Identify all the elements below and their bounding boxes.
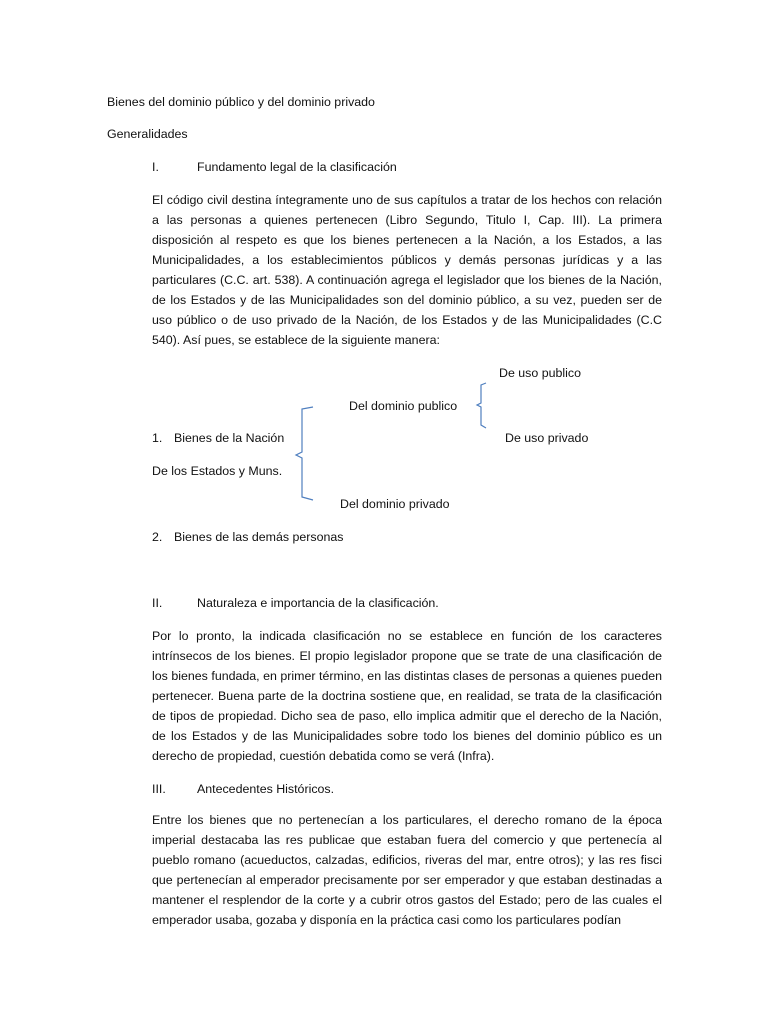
document-title: Bienes del dominio público y del dominio privado [107, 95, 375, 109]
list-item-2-label: Bienes de las demás personas [174, 530, 344, 544]
list-item-1-label: Bienes de la Nación [174, 431, 285, 445]
small-bracket [477, 383, 486, 428]
section-2-heading: Naturaleza e importancia de la clasificación. [197, 596, 439, 610]
document-subtitle: Generalidades [107, 127, 188, 141]
dominio-privado-label: Del dominio privado [340, 497, 450, 511]
uso-publico-label: De uso publico [499, 366, 581, 380]
list-item-1 [152, 428, 284, 448]
section-2-number: II. [152, 596, 163, 610]
section-3-paragraph: Entre los bienes que no pertenecían a los particulares, el derecho romano de la época imperial destacaba las res publicae que estaban fuera del comercio y que pertenecía al pueblo romano (acueductos, calzadas, edificios, riveras del mar, entre otros); y las res fisci que pertenecían al emperador precisamente por ser emperador y que estaban destinadas a mantener el resplendor de la corte y a cubrir otros gastos del Estado; pero de las cuales el emperador usaba, gozaba y disponía en la práctica casi como los particulares podían [152, 813, 662, 927]
list-item-2 [152, 527, 343, 547]
large-bracket [296, 407, 313, 500]
section-1-number: I. [152, 160, 159, 174]
list-item-1-number: 1. [152, 431, 163, 445]
section-2-paragraph: Por lo pronto, la indicada clasificación no se establece en función de los caracteres intrínsecos de los bienes. El propio legislador propone que se trate de una clasificación de los bienes fundada, en primer término, en las distintas clases de personas a quienes pueden pertenecer. Buena parte de la doctrina sostiene que, en realidad, se trata de la clasificación de tipos de propiedad. Dicho sea de paso, ello implica admitir que el derecho de la Nación, de los Estados y de las Municipalidades sobre todo los bienes del dominio público es un derecho de propiedad, cuestión debatida como se verá (Infra). [152, 629, 662, 763]
section-1-paragraph: El código civil destina íntegramente uno de sus capítulos a tratar de los hechos con relación a las personas a quienes pertenecen (Libro Segundo, Titulo I, Cap. III). La primera disposición al respeto es que los bienes pertenecen a la Nación, a los Estados, a las Municipalidades, a los establecimientos públicos y demás personas jurídicas y a las particulares (C.C. art. 538). A continuación agrega el legislador que los bienes de la Nación, de los Estados y de las Municipalidades son del dominio público, a su vez, pueden ser de uso público o de uso privado de la Nación, de los Estados y de las Municipalidades (C.C 540). Así pues, se establece de la siguiente manera: [152, 193, 662, 347]
section-3-number: III. [152, 782, 166, 796]
list-item-1-continuation: De los Estados y Muns. [152, 464, 283, 478]
dominio-publico-label: Del dominio publico [349, 399, 458, 413]
section-3-heading: Antecedentes Históricos. [197, 782, 335, 796]
uso-privado-label: De uso privado [505, 431, 589, 445]
list-item-2-number: 2. [152, 530, 163, 544]
section-1-heading: Fundamento legal de la clasificación [197, 160, 397, 174]
